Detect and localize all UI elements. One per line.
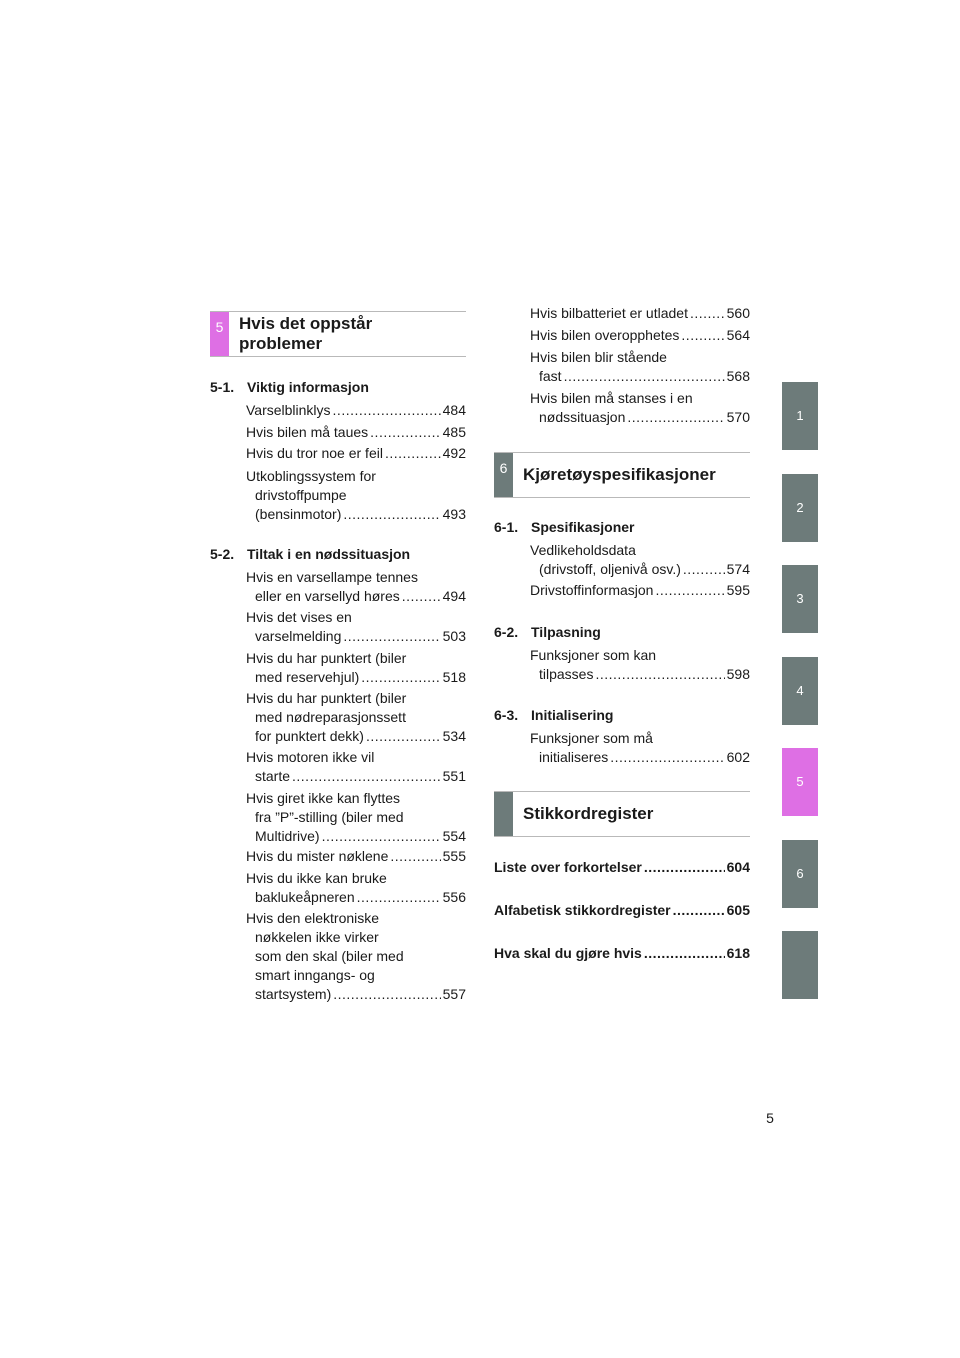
toc-entry-page: 557	[442, 986, 466, 1002]
toc-entry-text-line: drivstoffpumpe	[255, 487, 347, 503]
toc-entry-text-line: Hvis bilen blir stående	[530, 349, 667, 365]
dot-leader	[644, 858, 725, 876]
toc-entry-page: 492	[442, 445, 466, 461]
toc-entry-text-line: Hvis den elektroniske	[246, 910, 380, 926]
toc-entry-page: 556	[442, 889, 466, 905]
toc-entry-page: 602	[726, 749, 750, 765]
chapter-tab-2[interactable]: 2	[782, 474, 818, 542]
dot-leader	[322, 827, 441, 846]
dot-leader	[361, 668, 440, 687]
chapter-tab-index[interactable]	[782, 931, 818, 999]
dot-leader	[343, 505, 440, 524]
dot-leader	[385, 444, 441, 463]
toc-entry[interactable]	[246, 608, 466, 646]
page-number: 5	[766, 1110, 774, 1126]
toc-entry-text: startsystem)	[255, 986, 332, 1002]
toc-entry-page: 484	[442, 402, 466, 418]
toc-entry-page: 551	[442, 768, 466, 784]
toc-entry-text-line: med nødreparasjonssett	[255, 709, 406, 725]
toc-entry-text: eller en varsellyd høres	[255, 588, 400, 604]
subsection-number: 5-2.	[210, 546, 235, 562]
toc-entry-text: Varselblinklys	[246, 402, 331, 418]
toc-entry-page: 493	[442, 506, 466, 522]
toc-entry[interactable]	[246, 401, 466, 420]
toc-entry[interactable]	[530, 581, 750, 600]
section-5-tab: 5	[210, 312, 229, 356]
back-matter-entry-text: Hva skal du gjøre hvis	[494, 945, 642, 961]
toc-entry-page: 574	[726, 561, 750, 577]
chapter-tab-4[interactable]: 4	[782, 657, 818, 725]
subsection-title: Tilpasning	[531, 624, 601, 640]
subsection-title: Tiltak i en nødssituasjon	[247, 546, 411, 562]
subsection-number: 6-2.	[494, 624, 519, 640]
index-section-title: Stikkordregister	[523, 804, 654, 823]
dot-leader	[402, 587, 441, 606]
dot-leader	[627, 408, 724, 427]
toc-entry[interactable]	[530, 646, 750, 684]
toc-entry-page: 503	[442, 628, 466, 644]
toc-entry-text: Multidrive)	[255, 828, 320, 844]
toc-entry-text-line: nøkkelen ikke virker	[255, 929, 379, 945]
toc-entry-page: 494	[442, 588, 466, 604]
dot-leader	[690, 304, 725, 323]
toc-entry[interactable]	[246, 649, 466, 687]
dot-leader	[681, 326, 724, 345]
chapter-tab-6[interactable]: 6	[782, 840, 818, 908]
toc-entry-page: 555	[442, 848, 466, 864]
section-6-tab: 6	[494, 453, 513, 497]
subsection-number: 5-1.	[210, 379, 235, 395]
dot-leader	[673, 901, 725, 919]
section-5-title-line2: problemer	[239, 334, 323, 353]
toc-entry[interactable]	[246, 869, 466, 907]
subsection-title: Viktig informasjon	[247, 379, 369, 395]
toc-entry[interactable]	[530, 389, 750, 427]
toc-entry-page: 568	[726, 368, 750, 384]
dot-leader	[655, 581, 724, 600]
toc-entry-page: 485	[442, 424, 466, 440]
dot-leader	[333, 985, 440, 1004]
dot-leader	[357, 888, 441, 907]
toc-entry-text-line: Hvis du ikke kan bruke	[246, 870, 387, 886]
toc-entry-text-line: Hvis motoren ikke vil	[246, 749, 375, 765]
toc-entry-text: Drivstoffinformasjon	[530, 582, 654, 598]
toc-entry-text: starte	[255, 768, 291, 784]
back-matter-entry-text: Liste over forkortelser	[494, 859, 642, 875]
toc-entry-text-line: Hvis en varsellampe tennes	[246, 569, 418, 585]
section-5-header[interactable]	[210, 311, 466, 357]
toc-entry[interactable]	[246, 909, 466, 1004]
toc-entry-text: med reservehjul)	[255, 669, 360, 685]
toc-entry-page: 570	[726, 409, 750, 425]
toc-entry[interactable]	[530, 729, 750, 767]
toc-entry-text: nødssituasjon	[539, 409, 626, 425]
section-6-title: Kjøretøyspesifikasjoner	[523, 465, 716, 484]
section-5-title	[239, 312, 466, 356]
subsection-title: Initialisering	[531, 707, 614, 723]
toc-entry-text: fast	[539, 368, 562, 384]
toc-entry[interactable]	[246, 789, 466, 846]
toc-entry[interactable]	[246, 847, 466, 866]
toc-entry[interactable]	[530, 326, 750, 345]
subsection-title: Spesifikasjoner	[531, 519, 635, 535]
toc-entry-text: tilpasses	[539, 666, 594, 682]
toc-entry-text-line: Hvis giret ikke kan flyttes	[246, 790, 401, 806]
toc-entry[interactable]	[530, 541, 750, 579]
chapter-tab-5[interactable]: 5	[782, 748, 818, 816]
toc-entry-page: 534	[442, 728, 466, 744]
toc-entry-page: 554	[442, 828, 466, 844]
toc-entry-text-line: fra ”P”-stilling (biler med	[255, 809, 404, 825]
toc-entry[interactable]	[246, 689, 466, 746]
toc-entry[interactable]	[246, 444, 466, 463]
subsection-6-2[interactable]	[494, 623, 750, 641]
dot-leader	[644, 944, 725, 962]
toc-entry-text-line: Hvis du har punktert (biler	[246, 650, 407, 666]
dot-leader	[683, 560, 725, 579]
back-matter-entry[interactable]	[494, 858, 750, 876]
chapter-tab-3[interactable]: 3	[782, 565, 818, 633]
toc-entry-text: initialiseres	[539, 749, 609, 765]
dot-leader	[292, 767, 441, 786]
toc-entry-text: Hvis du tror noe er feil	[246, 445, 383, 461]
dot-leader	[366, 727, 441, 746]
subsection-number: 6-3.	[494, 707, 519, 723]
dot-leader	[564, 367, 725, 386]
toc-entry-page: 564	[726, 327, 750, 343]
back-matter-entry-page: 618	[726, 945, 750, 961]
dot-leader	[390, 847, 440, 866]
dot-leader	[610, 748, 724, 767]
index-section-tab	[494, 792, 513, 836]
section-5-title-line1: Hvis det oppstår	[239, 314, 373, 333]
dot-leader	[333, 401, 441, 420]
toc-entry-text: (drivstoff, oljenivå osv.)	[539, 561, 681, 577]
toc-entry-page: 598	[726, 666, 750, 682]
subsection-5-2[interactable]	[210, 545, 466, 563]
toc-entry-text-line: Vedlikeholdsdata	[530, 542, 636, 558]
subsection-6-1[interactable]	[494, 518, 750, 536]
toc-entry-text-line: Hvis bilen må stanses i en	[530, 390, 693, 406]
toc-entry-text: (bensinmotor)	[255, 506, 342, 522]
toc-entry-text: Hvis bilen overopphetes	[530, 327, 680, 343]
toc-entry[interactable]	[530, 348, 750, 386]
toc-entry-text: Hvis du mister nøklene	[246, 848, 389, 864]
toc-entry-text-line: Funksjoner som må	[530, 730, 653, 746]
back-matter-entry[interactable]	[494, 944, 750, 962]
toc-entry[interactable]	[246, 568, 466, 606]
toc-entry-page: 518	[442, 669, 466, 685]
dot-leader	[370, 423, 440, 442]
back-matter-entry[interactable]	[494, 901, 750, 919]
dot-leader	[595, 665, 724, 684]
section-6-header[interactable]	[494, 452, 750, 498]
toc-entry[interactable]	[246, 467, 466, 524]
toc-entry-text-line: Hvis du har punktert (biler	[246, 690, 407, 706]
toc-entry-text-line: smart inngangs- og	[255, 967, 375, 983]
subsection-6-3[interactable]	[494, 706, 750, 724]
toc-entry-page: 595	[726, 582, 750, 598]
toc-entry-page: 560	[726, 305, 750, 321]
back-matter-entry-text: Alfabetisk stikkordregister	[494, 902, 671, 918]
subsection-number: 6-1.	[494, 519, 519, 535]
subsection-5-1[interactable]	[210, 378, 466, 396]
toc-entry-text: baklukeåpneren	[255, 889, 355, 905]
toc-entry-text: Hvis bilen må taues	[246, 424, 369, 440]
toc-entry-text-line: Utkoblingssystem for	[246, 468, 376, 484]
toc-entry-text-line: Hvis det vises en	[246, 609, 352, 625]
toc-entry-text: for punktert dekk)	[255, 728, 364, 744]
dot-leader	[343, 627, 440, 646]
back-matter-entry-page: 604	[726, 859, 750, 875]
toc-entry-text: varselmelding	[255, 628, 342, 644]
index-section-header[interactable]	[494, 791, 750, 837]
toc-entry[interactable]	[246, 423, 466, 442]
back-matter-entry-page: 605	[726, 902, 750, 918]
toc-entry[interactable]	[530, 304, 750, 323]
toc-entry-text-line: som den skal (biler med	[255, 948, 404, 964]
toc-entry-text: Hvis bilbatteriet er utladet	[530, 305, 688, 321]
chapter-tab-1[interactable]: 1	[782, 382, 818, 450]
toc-entry-text-line: Funksjoner som kan	[530, 647, 657, 663]
toc-entry[interactable]	[246, 748, 466, 786]
